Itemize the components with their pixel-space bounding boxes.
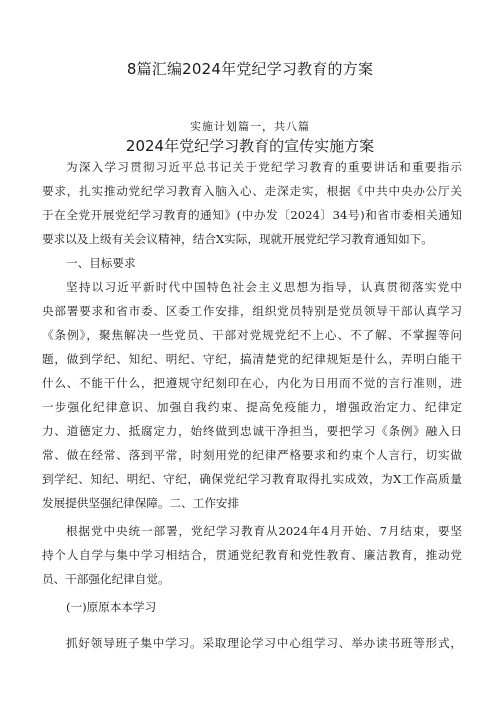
paragraph-line: 题，做到学纪、知纪、明纪、守纪，搞清楚党的纪律规矩是什么，弄明白能干: [42, 352, 462, 366]
paragraph-line: 持个人自学与集中学习相结合，贯通党纪教育和党性教育、廉洁教育，推动党: [42, 548, 462, 562]
heading-goals: 一、目标要求: [66, 256, 136, 270]
paragraph-line: 到学纪、知纪、明纪、守纪，确保党纪学习教育取得扎实成效，为X工作高质量: [42, 472, 462, 486]
paragraph-line: 坚持以习近平新时代中国特色社会主义思想为指导，认真贯彻落实党中: [66, 280, 462, 294]
paragraph-line: 为深入学习贯彻习近平总书记关于党纪学习教育的重要讲话和重要指示: [66, 160, 462, 174]
section-title: 2024年党纪学习教育的宣传实施方案: [125, 137, 375, 155]
sub-caption: 实施计划篇一，共八篇: [190, 120, 310, 133]
paragraph-line: 要求，扎实推动党纪学习教育入脑入心、走深走实，根据《中共中央办公厅关: [42, 184, 462, 198]
document-title: 8篇汇编2024年党纪学习教育的方案: [126, 60, 374, 78]
paragraph-line: 员、干部强化纪律自觉。: [42, 572, 170, 586]
paragraph-line: 《条例》，聚焦解决一些党员、干部对党规党纪不上心、不了解、不掌握等问: [42, 328, 462, 342]
paragraph-line: 于在全党开展党纪学习教育的通知》(中办发〔2024〕34号)和省市委相关通知: [42, 208, 462, 222]
paragraph-line: 什么、不能干什么，把遵规守纪刻印在心，内化为日用而不觉的言行准则，进: [42, 376, 462, 390]
paragraph-line: 抓好领导班子集中学习。采取理论学习中心组学习、举办读书班等形式，: [66, 636, 462, 650]
paragraph-line: 发展提供坚强纪律保障。二、工作安排: [42, 496, 240, 510]
paragraph-line: 央部署要求和省市委、区委工作安排，组织党员特别是党员领导干部认真学习: [42, 304, 462, 318]
paragraph-line: 常、做在经常、落到平常，时刻用党的纪律严格要求和约束个人言行，切实做: [42, 448, 462, 462]
paragraph-line: 要求以及上级有关会议精神，结合X实际，现就开展党纪学习教育通知如下。: [42, 232, 433, 246]
paragraph-line: 一步强化纪律意识、加强自我约束、提高免疫能力，增强政治定力、纪律定: [42, 400, 462, 414]
paragraph-line: 力、道德定力、抵腐定力，始终做到忠诚干净担当，要把学习《条例》融入日: [42, 424, 462, 438]
subheading-study: (一)原原本本学习: [66, 600, 157, 614]
paragraph-line: 根据党中央统一部署，党纪学习教育从2024年4月开始、7月结束，要坚: [66, 524, 462, 538]
